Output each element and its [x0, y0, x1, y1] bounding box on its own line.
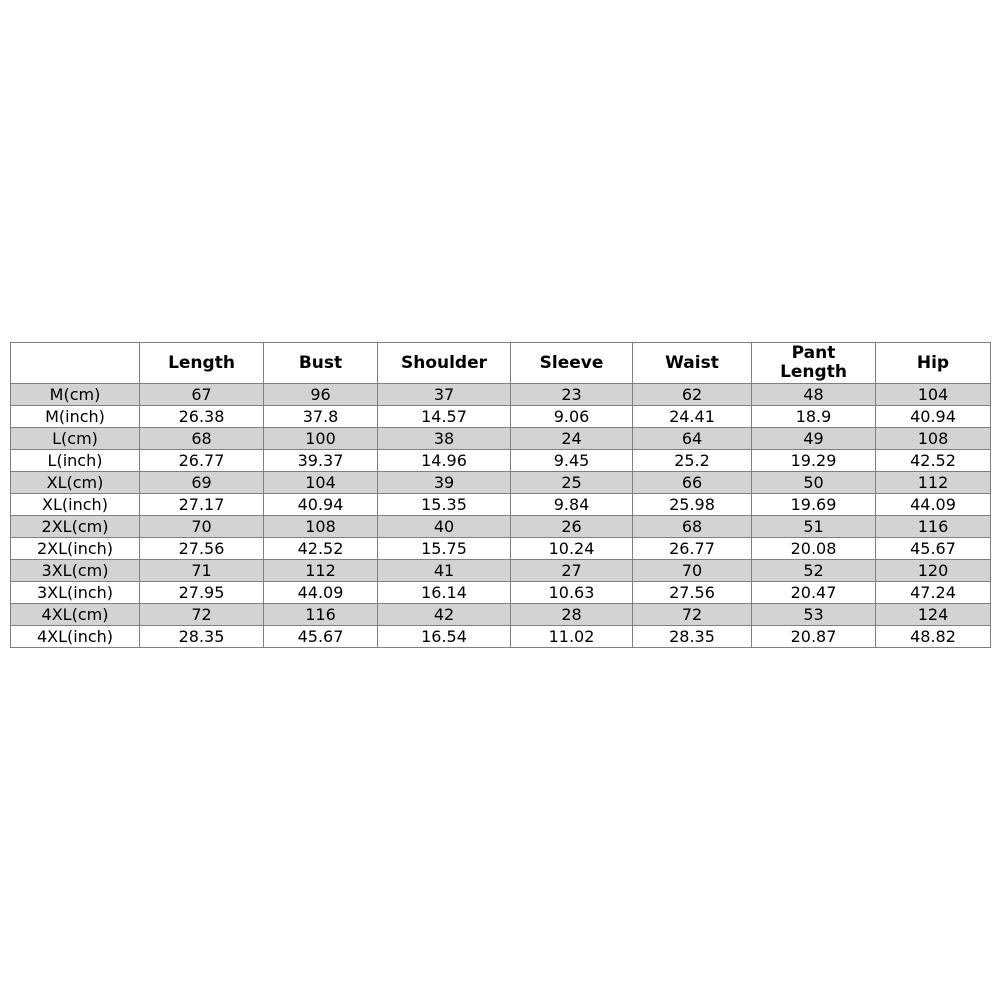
cell-waist: 70 — [633, 560, 752, 582]
cell-hip: 116 — [876, 516, 991, 538]
cell-size-label: 3XL(inch) — [11, 582, 140, 604]
cell-hip: 120 — [876, 560, 991, 582]
header-cell-bust: Bust — [264, 343, 378, 384]
cell-sleeve: 9.45 — [511, 450, 633, 472]
header-row — [11, 343, 991, 384]
cell-size-label: M(inch) — [11, 406, 140, 428]
cell-size-label: 4XL(inch) — [11, 626, 140, 648]
cell-bust: 45.67 — [264, 626, 378, 648]
cell-shoulder: 16.54 — [378, 626, 511, 648]
cell-shoulder: 37 — [378, 384, 511, 406]
cell-shoulder: 14.57 — [378, 406, 511, 428]
cell-sleeve: 26 — [511, 516, 633, 538]
table-row — [11, 494, 991, 516]
cell-bust: 100 — [264, 428, 378, 450]
cell-pant-length: 20.47 — [752, 582, 876, 604]
cell-length: 67 — [140, 384, 264, 406]
cell-sleeve: 23 — [511, 384, 633, 406]
table-row — [11, 538, 991, 560]
cell-shoulder: 38 — [378, 428, 511, 450]
cell-pant-length: 19.69 — [752, 494, 876, 516]
table-row — [11, 384, 991, 406]
cell-size-label: 3XL(cm) — [11, 560, 140, 582]
cell-bust: 96 — [264, 384, 378, 406]
cell-sleeve: 27 — [511, 560, 633, 582]
header-cell-sleeve: Sleeve — [511, 343, 633, 384]
table-row — [11, 626, 991, 648]
header-cell-pant-length: Pant Length — [752, 343, 876, 384]
table-row — [11, 604, 991, 626]
cell-length: 27.95 — [140, 582, 264, 604]
table-row — [11, 428, 991, 450]
cell-waist: 24.41 — [633, 406, 752, 428]
cell-length: 27.17 — [140, 494, 264, 516]
table-row — [11, 406, 991, 428]
header-cell-shoulder: Shoulder — [378, 343, 511, 384]
cell-waist: 68 — [633, 516, 752, 538]
cell-sleeve: 9.06 — [511, 406, 633, 428]
cell-length: 68 — [140, 428, 264, 450]
cell-sleeve: 9.84 — [511, 494, 633, 516]
header-cell-length: Length — [140, 343, 264, 384]
cell-bust: 39.37 — [264, 450, 378, 472]
table-row — [11, 450, 991, 472]
table-header — [11, 343, 991, 384]
cell-hip: 104 — [876, 384, 991, 406]
cell-waist: 27.56 — [633, 582, 752, 604]
table-row — [11, 560, 991, 582]
cell-waist: 28.35 — [633, 626, 752, 648]
cell-size-label: 4XL(cm) — [11, 604, 140, 626]
table-row — [11, 516, 991, 538]
table-body — [11, 384, 991, 648]
cell-size-label: L(cm) — [11, 428, 140, 450]
cell-bust: 42.52 — [264, 538, 378, 560]
cell-pant-length: 48 — [752, 384, 876, 406]
cell-size-label: M(cm) — [11, 384, 140, 406]
cell-waist: 62 — [633, 384, 752, 406]
cell-pant-length: 19.29 — [752, 450, 876, 472]
cell-shoulder: 39 — [378, 472, 511, 494]
cell-pant-length: 51 — [752, 516, 876, 538]
cell-hip: 44.09 — [876, 494, 991, 516]
header-cell-hip: Hip — [876, 343, 991, 384]
cell-waist: 26.77 — [633, 538, 752, 560]
cell-size-label: XL(inch) — [11, 494, 140, 516]
cell-size-label: 2XL(inch) — [11, 538, 140, 560]
cell-hip: 124 — [876, 604, 991, 626]
cell-sleeve: 28 — [511, 604, 633, 626]
cell-hip: 42.52 — [876, 450, 991, 472]
cell-waist: 66 — [633, 472, 752, 494]
cell-length: 27.56 — [140, 538, 264, 560]
cell-hip: 108 — [876, 428, 991, 450]
cell-length: 26.77 — [140, 450, 264, 472]
cell-shoulder: 15.35 — [378, 494, 511, 516]
header-cell-empty — [11, 343, 140, 384]
cell-length: 26.38 — [140, 406, 264, 428]
cell-waist: 25.2 — [633, 450, 752, 472]
cell-shoulder: 40 — [378, 516, 511, 538]
cell-bust: 44.09 — [264, 582, 378, 604]
cell-shoulder: 14.96 — [378, 450, 511, 472]
cell-length: 70 — [140, 516, 264, 538]
header-cell-waist: Waist — [633, 343, 752, 384]
cell-bust: 112 — [264, 560, 378, 582]
cell-bust: 104 — [264, 472, 378, 494]
cell-sleeve: 25 — [511, 472, 633, 494]
cell-pant-length: 18.9 — [752, 406, 876, 428]
cell-pant-length: 20.08 — [752, 538, 876, 560]
cell-shoulder: 42 — [378, 604, 511, 626]
cell-pant-length: 50 — [752, 472, 876, 494]
cell-length: 72 — [140, 604, 264, 626]
cell-size-label: XL(cm) — [11, 472, 140, 494]
cell-shoulder: 41 — [378, 560, 511, 582]
cell-length: 28.35 — [140, 626, 264, 648]
cell-length: 69 — [140, 472, 264, 494]
size-chart-table — [10, 342, 991, 648]
cell-hip: 48.82 — [876, 626, 991, 648]
cell-length: 71 — [140, 560, 264, 582]
cell-pant-length: 20.87 — [752, 626, 876, 648]
cell-pant-length: 53 — [752, 604, 876, 626]
cell-bust: 37.8 — [264, 406, 378, 428]
cell-pant-length: 49 — [752, 428, 876, 450]
cell-size-label: L(inch) — [11, 450, 140, 472]
cell-size-label: 2XL(cm) — [11, 516, 140, 538]
cell-sleeve: 10.63 — [511, 582, 633, 604]
cell-pant-length: 52 — [752, 560, 876, 582]
cell-bust: 108 — [264, 516, 378, 538]
cell-shoulder: 15.75 — [378, 538, 511, 560]
cell-sleeve: 11.02 — [511, 626, 633, 648]
cell-shoulder: 16.14 — [378, 582, 511, 604]
cell-hip: 47.24 — [876, 582, 991, 604]
cell-bust: 116 — [264, 604, 378, 626]
cell-waist: 64 — [633, 428, 752, 450]
cell-hip: 45.67 — [876, 538, 991, 560]
table-row — [11, 472, 991, 494]
cell-bust: 40.94 — [264, 494, 378, 516]
cell-hip: 40.94 — [876, 406, 991, 428]
cell-waist: 72 — [633, 604, 752, 626]
cell-waist: 25.98 — [633, 494, 752, 516]
cell-sleeve: 10.24 — [511, 538, 633, 560]
cell-sleeve: 24 — [511, 428, 633, 450]
cell-hip: 112 — [876, 472, 991, 494]
table-row — [11, 582, 991, 604]
